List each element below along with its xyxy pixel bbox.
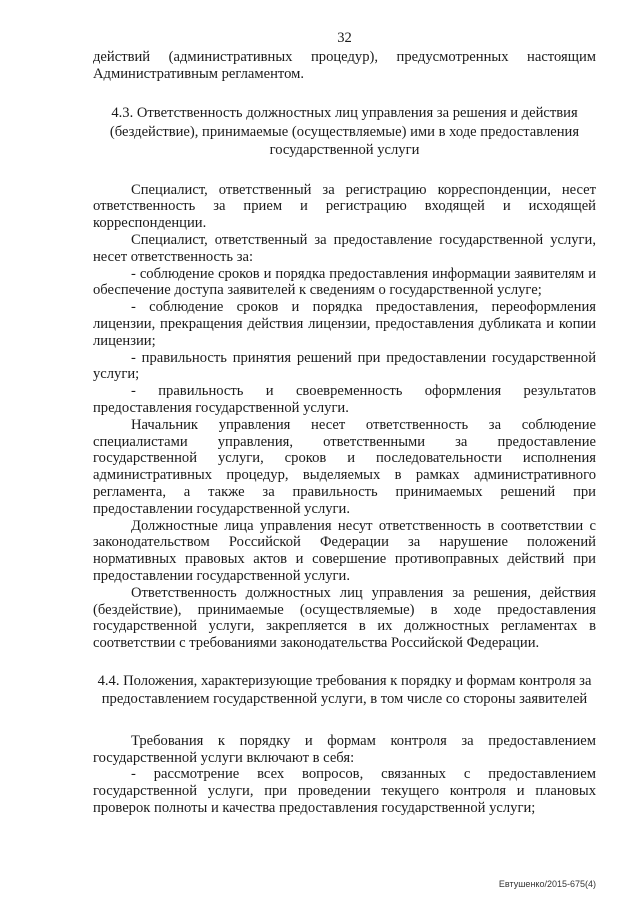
paragraph: Требования к порядку и формам контроля за предоставлением государственной услуги включают в себя: [93,732,596,766]
list-item: - рассмотрение всех вопросов, связанных с предоставлением государственной услуги, при проведении текущего контроля и плановых проверок полноты и качества предоставления государственной услуги; [93,766,596,816]
document-code: Евтушенко/2015-675(4) [498,879,596,889]
document-page [93,30,596,817]
list-item: - правильность и своевременность оформления результатов предоставления государственной услуги. [93,383,596,416]
list-item: - соблюдение сроков и порядка предоставления информации заявителям и обеспечение доступа заявителей к сведениям о государственной услуге; [93,265,596,299]
paragraph: Ответственность должностных лиц управления за решения, действия (бездействие), принимаемые (осуществляемые) в ходе предоставления государственной услуги, закрепляется в их должностных регламентах в соответствии с требованиями законодательства Российской Федерации. [93,584,596,652]
paragraph: Начальник управления несет ответственность за соблюдение специалистами управления, ответственными за предоставление государственной услуги, сроков и последовательности исполнения административных процедур, выделяемых в рамках административного регламента, а также за правильность принимаемых решений при предоставлении государственной услуги. [93,416,596,517]
section-4-3-heading: 4.3. Ответственность должностных лиц управления за решения и действия (бездействие), принимаемые (осуществляемые) ими в ходе предоставления государственной услуги [109,105,580,159]
paragraph: Специалист, ответственный за предоставление государственной услуги, несет ответственность за: [93,232,596,265]
list-item: - соблюдение сроков и порядка предоставления, переоформления лицензии, прекращения действия лицензии, предоставления дубликата и копии лицензии; [93,299,596,349]
paragraph: Должностные лица управления несут ответственность в соответствии с законодательством Российской Федерации за нарушение положений нормативных правовых актов и совершение противоправных действий при предоставлении государственной услуги. [93,517,596,584]
list-item: - правильность принятия решений при предоставлении государственной услуги; [93,349,596,383]
paragraph: Специалист, ответственный за регистрацию корреспонденции, несет ответственность за прием и регистрацию входящей и исходящей корреспонденции. [93,181,596,232]
section-4-4-body [93,733,596,817]
section-4-3-body [93,182,596,652]
intro-paragraph: действий (административных процедур), предусмотренных настоящим Административным регламентом. [93,48,596,82]
page-number: 32 [337,30,352,46]
section-4-4-heading: 4.4. Положения, характеризующие требования к порядку и формам контроля за предоставлением государственной услуги, в том числе со стороны заявителей [97,672,592,708]
